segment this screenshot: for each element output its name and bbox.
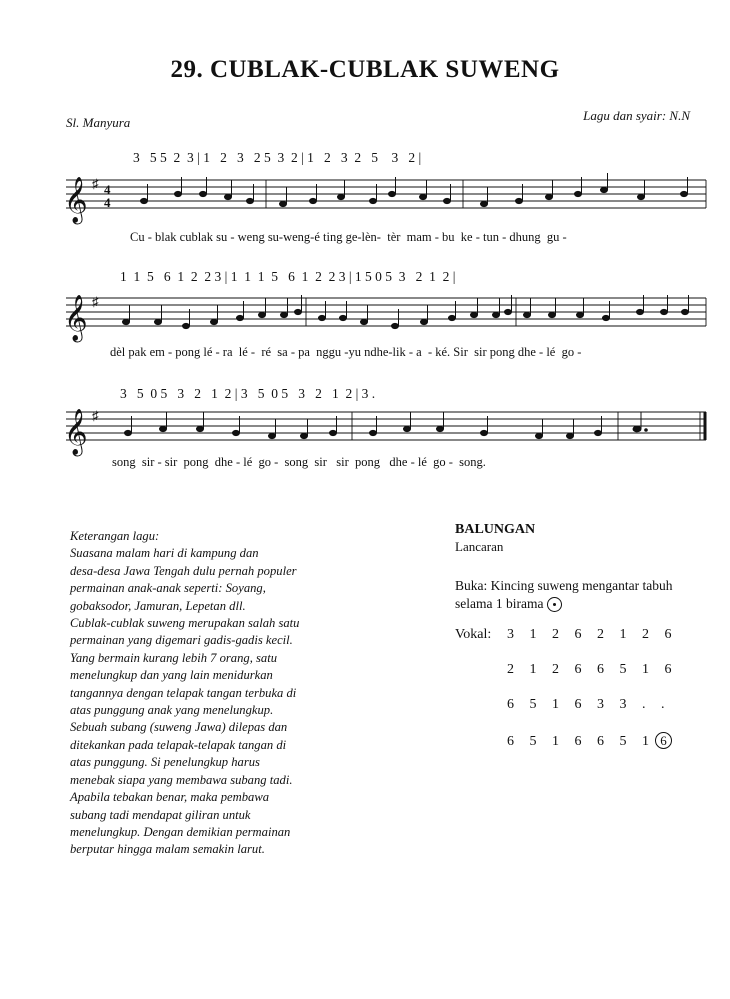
keterangan-line: Yang bermain kurang lebih 7 orang, satu [70, 650, 277, 665]
vokal-label: Vokal: [455, 627, 492, 642]
lyrics-line-1: Cu - blak cublak su - weng su-weng-é ting ge-lèn- tèr mam - bu ke - tun - dhung gu - [130, 230, 567, 244]
vokal-row: 6 5 1 6 3 3 . . [507, 697, 671, 712]
laras-label: Sl. Manyura [66, 115, 131, 130]
vokal-row: 6 5 1 6 6 5 1 6 [507, 732, 672, 750]
keterangan-line: Cublak-cublak suweng merupakan salah satu [70, 616, 300, 631]
keterangan-line: menelungkup dan yang lain menidurkan [70, 668, 273, 683]
balungan-block [455, 522, 725, 767]
keterangan-line: Suasana malam hari di kampung dan [70, 546, 259, 561]
credit-label: Lagu dan syair: N.N [583, 108, 690, 123]
keterangan-line: gobaksodor, Jamuran, Lepetan dll. [70, 598, 246, 613]
keterangan-line: permainan anak-anak seperti: Soyang, [70, 581, 266, 596]
keterangan-line: menebak siapa yang membawa subang tadi. [70, 772, 293, 787]
keterangan-line: berputar hingga malam semakin larut. [70, 842, 265, 857]
keterangan-line: permainan yang digemari gadis-gadis kecil. [70, 633, 293, 648]
staff-1 [66, 180, 706, 208]
keterangan-block [70, 528, 370, 859]
keterangan-line: ditekankan pada telapak-telapak tangan di [70, 737, 287, 752]
keterangan-line: subang tadi mendapat giliran untuk [70, 807, 251, 822]
vokal-row: 3 1 2 6 2 1 2 6 [507, 627, 678, 642]
keterangan-line: tangannya dengan telapak tangan terbuka di [70, 685, 297, 700]
lyrics-line-3: song sir - sir pong dhe - lé go - song sir sir pong dhe - lé go - song. [112, 455, 486, 469]
buka-text [455, 577, 725, 613]
buka-line-2: selama 1 birama [455, 595, 725, 613]
treble-clef-icon: 𝄞 [64, 409, 88, 454]
lyrics-line-2: dèl pak em - pong lé - ra lé - ré sa - pa nggu -yu ndhe-lik - a - ké. Sir sir pong dhe - lé go - [110, 345, 582, 359]
time-sig-top: 4 [104, 182, 111, 197]
gong-icon [547, 597, 562, 612]
notes-system-3 [125, 412, 648, 439]
buka-line-1: Buka: Kincing suweng mengantar tabuh [455, 578, 673, 593]
keterangan-line: Apabila tebakan benar, maka pembawa [70, 790, 270, 805]
keterangan-line: menelungkup. Dengan demikian permainan [70, 824, 291, 839]
sharp-icon: ♯ [92, 408, 99, 423]
time-sig-bottom: 4 [104, 195, 111, 210]
vokal-row: 2 1 2 6 6 5 1 6 [507, 662, 678, 677]
notes-system-1 [141, 173, 688, 207]
gong-note: 6 [655, 732, 672, 749]
keterangan-line: Sebuah subang (suweng Jawa) dilepas dan [70, 720, 288, 735]
page-title: 29. CUBLAK-CUBLAK SUWENG [170, 56, 560, 83]
balungan-form: Lancaran [455, 539, 504, 554]
cipher-line-1: 3 5 5 2 3 | 1 2 3 2 5 3 2 | 1 2 3 2 5 3 2 | [133, 150, 422, 165]
keterangan-line: atas punggung anak yang menelungkup. [70, 703, 274, 718]
cipher-line-2: 1 1 5 6 1 2 2 3 | 1 1 1 5 6 1 2 2 3 | 1 5 0 5 3 2 1 2 | [120, 269, 456, 284]
keterangan-line: atas punggung. Si penelungkup harus [70, 755, 260, 770]
keterangan-line: desa-desa Jawa Tengah dulu pernah populer [70, 563, 297, 578]
cipher-line-3: 3 5 0 5 3 2 1 2 | 3 5 0 5 3 2 1 2 | 3 . [120, 386, 376, 401]
treble-clef-icon: 𝄞 [64, 295, 88, 340]
treble-clef-icon: 𝄞 [64, 177, 88, 222]
keterangan-line: Keterangan lagu: [70, 529, 160, 543]
balungan-heading: BALUNGAN [455, 522, 536, 537]
sharp-icon: ♯ [92, 294, 99, 309]
sharp-icon: ♯ [92, 176, 99, 191]
